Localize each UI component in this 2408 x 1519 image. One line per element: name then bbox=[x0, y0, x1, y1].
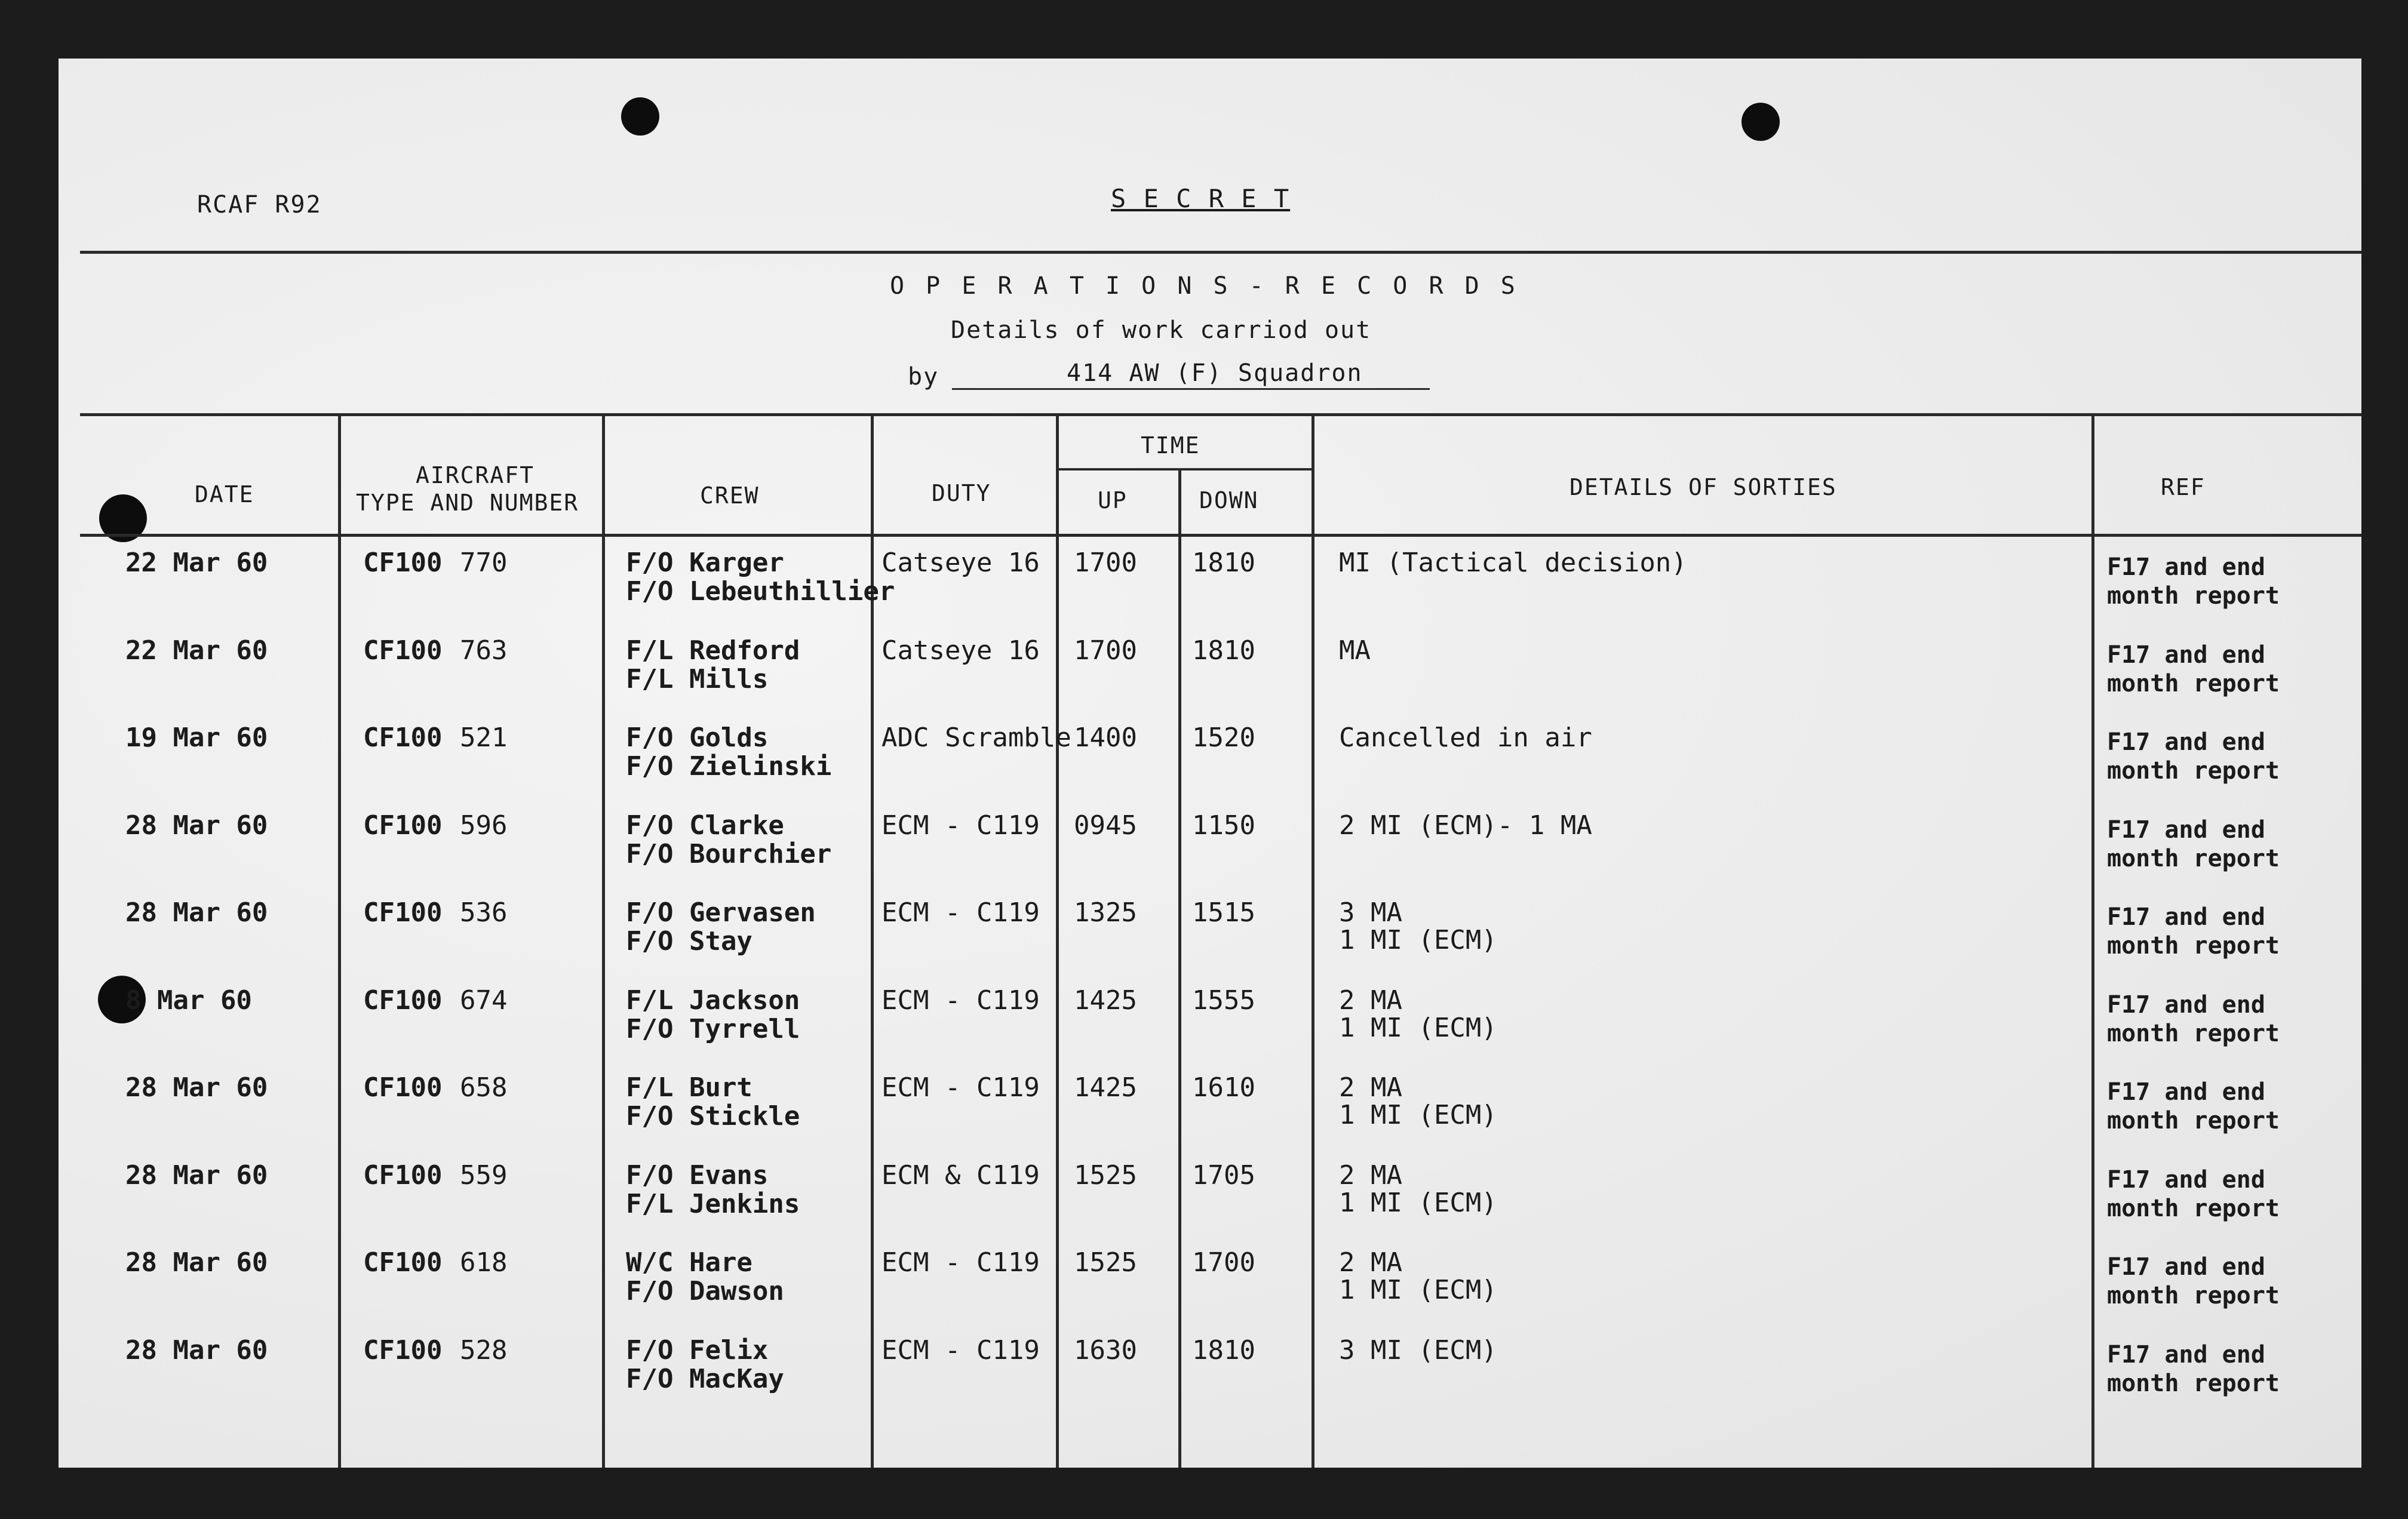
ref-cell-line2: month report bbox=[2107, 582, 2280, 610]
crew-pilot-cell: F/O Clarke bbox=[626, 810, 784, 841]
ref-cell: F17 and end bbox=[2107, 1166, 2265, 1194]
aircraft-type-cell: CF100 bbox=[363, 548, 443, 578]
sortie-details-cell: Cancelled in air bbox=[1339, 722, 1592, 753]
page-title: O P E R A T I O N S - R E C O R D S bbox=[890, 272, 1519, 300]
time-up-cell: 1700 bbox=[1074, 548, 1137, 578]
aircraft-number-cell: 596 bbox=[460, 810, 508, 841]
time-up-cell: 1400 bbox=[1074, 722, 1137, 753]
time-up-cell: 1425 bbox=[1074, 1072, 1137, 1103]
ref-cell-line2: month report bbox=[2107, 757, 2280, 785]
time-down-cell: 1810 bbox=[1192, 1334, 1255, 1366]
aircraft-number-cell: 536 bbox=[460, 897, 508, 928]
date-cell: 22 Mar 60 bbox=[125, 548, 268, 578]
duty-cell: ECM - C119 bbox=[882, 897, 1040, 928]
time-split-rule bbox=[1056, 468, 1312, 471]
aircraft-number-cell: 674 bbox=[460, 985, 508, 1016]
crew-navigator-cell: F/L Mills bbox=[626, 663, 769, 694]
ref-cell: F17 and end bbox=[2107, 641, 2265, 669]
crew-navigator-cell: F/O Zielinski bbox=[626, 751, 832, 782]
aircraft-number-cell: 559 bbox=[460, 1160, 508, 1191]
unit-name: 414 AW (F) Squadron bbox=[1067, 359, 1363, 387]
sortie-details-extra-cell: 1 MI (ECM) bbox=[1339, 1275, 1497, 1305]
header-details: DETAILS OF SORTIES bbox=[1570, 474, 1837, 500]
header-up: UP bbox=[1098, 487, 1128, 513]
time-up-cell: 1525 bbox=[1074, 1247, 1137, 1278]
table-header-rule bbox=[80, 534, 2361, 537]
crew-navigator-cell: F/O Lebeuthillier bbox=[626, 576, 895, 607]
header-ref: REF bbox=[2161, 474, 2206, 500]
crew-navigator-cell: F/O Stickle bbox=[626, 1101, 800, 1131]
duty-cell: ECM - C119 bbox=[882, 985, 1040, 1016]
date-cell: 28 Mar 60 bbox=[125, 897, 268, 928]
sortie-details-cell: 2 MI (ECM)- 1 MA bbox=[1339, 810, 1592, 841]
header-type-number: TYPE AND NUMBER bbox=[356, 490, 579, 516]
page-subtitle: Details of work carriod out bbox=[951, 316, 1372, 344]
ref-cell-line2: month report bbox=[2107, 1019, 2280, 1047]
record-sheet bbox=[59, 59, 2361, 1468]
col-divider-6 bbox=[1312, 413, 1314, 1468]
crew-navigator-cell: F/O Dawson bbox=[626, 1276, 784, 1306]
time-down-cell: 1610 bbox=[1192, 1072, 1255, 1103]
header-crew: CREW bbox=[700, 482, 760, 509]
aircraft-type-cell: CF100 bbox=[363, 1334, 443, 1366]
crew-navigator-cell: F/L Jenkins bbox=[626, 1188, 800, 1219]
duty-cell: ECM - C119 bbox=[882, 1334, 1040, 1366]
date-cell: 28 Mar 60 bbox=[125, 1160, 268, 1191]
duty-cell: ECM - C119 bbox=[882, 810, 1040, 841]
unit-underline bbox=[952, 388, 1430, 390]
classification: S E C R E T bbox=[1111, 184, 1291, 213]
time-down-cell: 1555 bbox=[1192, 985, 1255, 1016]
crew-pilot-cell: F/O Felix bbox=[626, 1334, 769, 1366]
table-top-rule bbox=[80, 413, 2361, 416]
time-up-cell: 1525 bbox=[1074, 1160, 1137, 1191]
duty-cell: ECM & C119 bbox=[882, 1160, 1040, 1191]
sortie-details-extra-cell: 1 MI (ECM) bbox=[1339, 1012, 1497, 1043]
duty-cell: ECM - C119 bbox=[882, 1072, 1040, 1103]
ref-cell-line2: month report bbox=[2107, 932, 2280, 960]
crew-pilot-cell: F/L Redford bbox=[626, 635, 800, 666]
duty-cell: ADC Scramble bbox=[882, 722, 1071, 753]
date-cell: 8 Mar 60 bbox=[125, 985, 252, 1016]
ref-cell: F17 and end bbox=[2107, 903, 2265, 931]
ref-cell-line2: month report bbox=[2107, 1282, 2280, 1309]
duty-cell: ECM - C119 bbox=[882, 1247, 1040, 1278]
ref-cell-line2: month report bbox=[2107, 1107, 2280, 1134]
ref-cell: F17 and end bbox=[2107, 991, 2265, 1019]
crew-navigator-cell: F/O MacKay bbox=[626, 1363, 784, 1394]
crew-navigator-cell: F/O Bourchier bbox=[626, 838, 832, 869]
aircraft-type-cell: CF100 bbox=[363, 1072, 443, 1103]
time-up-cell: 1425 bbox=[1074, 985, 1137, 1016]
crew-pilot-cell: F/O Evans bbox=[626, 1160, 769, 1191]
ref-cell-line2: month report bbox=[2107, 1369, 2280, 1397]
header-time: TIME bbox=[1141, 432, 1200, 459]
date-cell: 28 Mar 60 bbox=[125, 1247, 268, 1278]
ref-cell: F17 and end bbox=[2107, 1340, 2265, 1369]
crew-navigator-cell: F/O Tyrrell bbox=[626, 1013, 800, 1044]
aircraft-type-cell: CF100 bbox=[363, 1247, 443, 1278]
duty-cell: Catseye 16 bbox=[882, 548, 1040, 578]
date-cell: 28 Mar 60 bbox=[125, 1072, 268, 1103]
header-duty: DUTY bbox=[932, 480, 991, 506]
ref-cell: F17 and end bbox=[2107, 1078, 2265, 1106]
sortie-details-cell: 2 MA bbox=[1339, 985, 1402, 1016]
col-divider-3 bbox=[871, 413, 874, 1468]
duty-cell: Catseye 16 bbox=[882, 635, 1040, 666]
sortie-details-cell: MI (Tactical decision) bbox=[1339, 548, 1687, 578]
aircraft-number-cell: 521 bbox=[460, 722, 508, 753]
crew-pilot-cell: F/O Karger bbox=[626, 548, 784, 578]
date-cell: 28 Mar 60 bbox=[125, 810, 268, 841]
time-up-cell: 1325 bbox=[1074, 897, 1137, 928]
date-cell: 19 Mar 60 bbox=[125, 722, 268, 753]
sortie-details-cell: MA bbox=[1339, 635, 1371, 666]
time-down-cell: 1700 bbox=[1192, 1247, 1255, 1278]
ref-cell-line2: month report bbox=[2107, 1194, 2280, 1222]
header-date: DATE bbox=[195, 481, 254, 508]
header-rule bbox=[80, 251, 2361, 254]
ref-cell-line2: month report bbox=[2107, 844, 2280, 872]
col-divider-4 bbox=[1056, 413, 1059, 1468]
date-cell: 22 Mar 60 bbox=[125, 635, 268, 666]
time-down-cell: 1150 bbox=[1192, 810, 1255, 841]
ref-cell: F17 and end bbox=[2107, 1253, 2265, 1281]
aircraft-number-cell: 658 bbox=[460, 1072, 508, 1103]
ref-cell-line2: month report bbox=[2107, 669, 2280, 697]
ref-cell: F17 and end bbox=[2107, 728, 2265, 756]
aircraft-type-cell: CF100 bbox=[363, 810, 443, 841]
sortie-details-cell: 2 MA bbox=[1339, 1247, 1402, 1278]
ref-cell: F17 and end bbox=[2107, 816, 2265, 844]
aircraft-number-cell: 763 bbox=[460, 635, 508, 666]
form-code: RCAF R92 bbox=[197, 191, 322, 219]
time-down-cell: 1520 bbox=[1192, 722, 1255, 753]
sortie-details-extra-cell: 1 MI (ECM) bbox=[1339, 925, 1497, 955]
time-down-cell: 1515 bbox=[1192, 897, 1255, 928]
header-down: DOWN bbox=[1199, 487, 1259, 513]
sortie-details-cell: 2 MA bbox=[1339, 1072, 1402, 1103]
aircraft-type-cell: CF100 bbox=[363, 897, 443, 928]
time-down-cell: 1810 bbox=[1192, 635, 1255, 666]
sortie-details-cell: 2 MA bbox=[1339, 1160, 1402, 1191]
col-divider-5 bbox=[1178, 471, 1181, 1468]
col-divider-1 bbox=[338, 413, 341, 1468]
time-up-cell: 1630 bbox=[1074, 1334, 1137, 1366]
aircraft-type-cell: CF100 bbox=[363, 635, 443, 666]
aircraft-type-cell: CF100 bbox=[363, 1160, 443, 1191]
sortie-details-extra-cell: 1 MI (ECM) bbox=[1339, 1187, 1497, 1218]
time-down-cell: 1810 bbox=[1192, 548, 1255, 578]
crew-pilot-cell: F/L Burt bbox=[626, 1072, 752, 1103]
col-divider-7 bbox=[2091, 413, 2094, 1468]
by-label: by bbox=[908, 363, 939, 390]
crew-pilot-cell: F/O Gervasen bbox=[626, 897, 816, 928]
header-aircraft: AIRCRAFT bbox=[416, 462, 535, 488]
aircraft-number-cell: 770 bbox=[460, 548, 508, 578]
time-up-cell: 0945 bbox=[1074, 810, 1137, 841]
aircraft-type-cell: CF100 bbox=[363, 722, 443, 753]
crew-pilot-cell: F/L Jackson bbox=[626, 985, 800, 1016]
punch-hole-top-right bbox=[1742, 103, 1780, 141]
sortie-details-cell: 3 MA bbox=[1339, 897, 1402, 928]
aircraft-type-cell: CF100 bbox=[363, 985, 443, 1016]
ref-cell: F17 and end bbox=[2107, 554, 2265, 581]
aircraft-number-cell: 528 bbox=[460, 1334, 508, 1366]
col-divider-2 bbox=[602, 413, 605, 1468]
aircraft-number-cell: 618 bbox=[460, 1247, 508, 1278]
crew-pilot-cell: F/O Golds bbox=[626, 722, 769, 753]
sortie-details-extra-cell: 1 MI (ECM) bbox=[1339, 1100, 1497, 1130]
time-down-cell: 1705 bbox=[1192, 1160, 1255, 1191]
punch-hole-top-left bbox=[621, 97, 659, 136]
time-up-cell: 1700 bbox=[1074, 635, 1137, 666]
crew-pilot-cell: W/C Hare bbox=[626, 1247, 752, 1278]
crew-navigator-cell: F/O Stay bbox=[626, 926, 752, 957]
date-cell: 28 Mar 60 bbox=[125, 1334, 268, 1366]
sortie-details-cell: 3 MI (ECM) bbox=[1339, 1334, 1497, 1366]
